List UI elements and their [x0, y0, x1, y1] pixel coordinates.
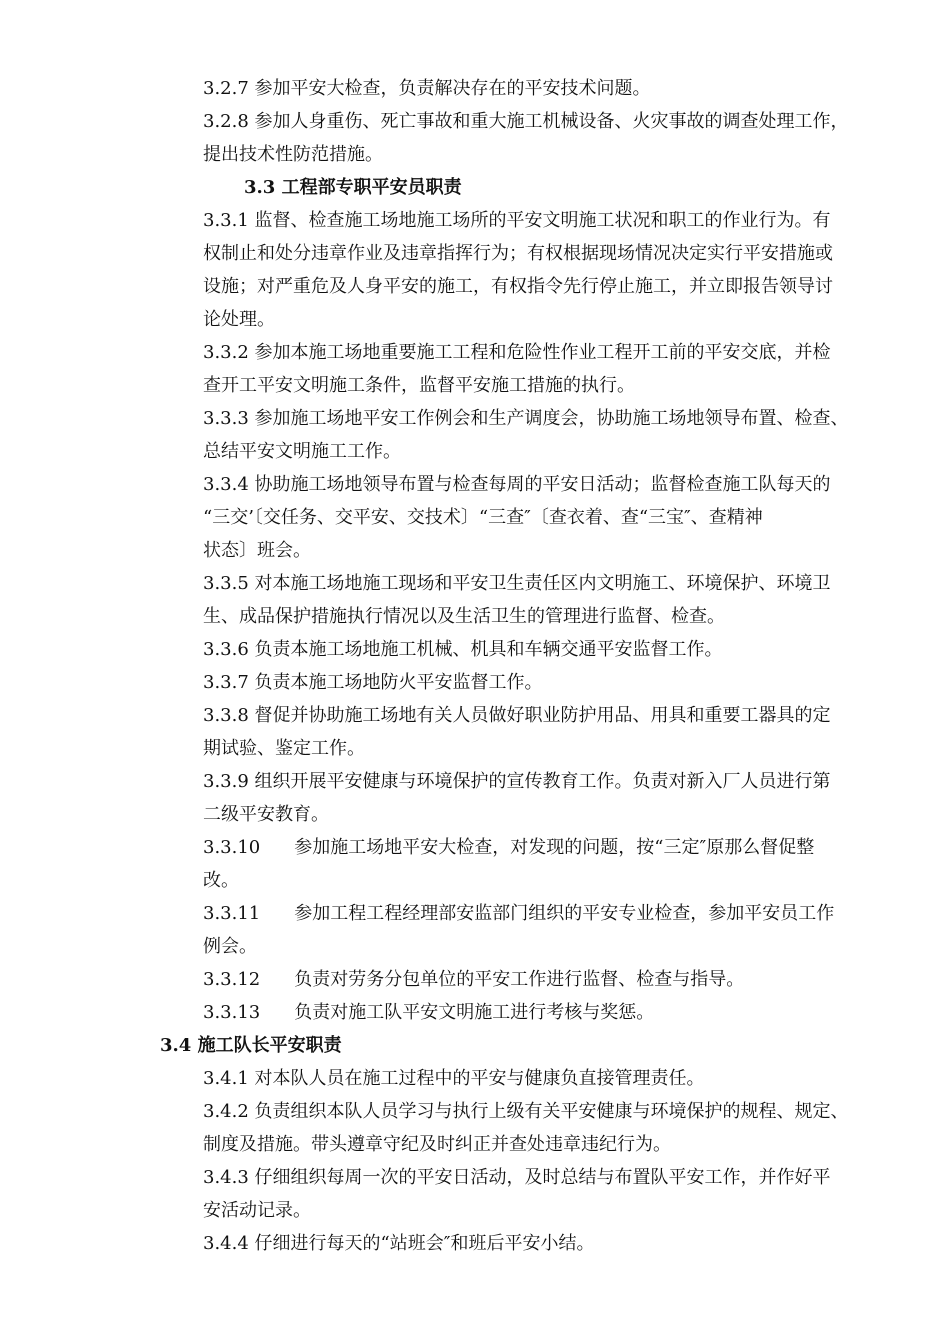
paragraph-3-4-1 — [203, 1062, 887, 1095]
paragraph-3-3-5 — [203, 567, 887, 633]
paragraph-3-3-12 — [203, 963, 887, 996]
text-line: 3.3.1 监督、检查施工场地施工场所的平安文明施工状况和职工的作业行为。有 — [203, 210, 831, 231]
paragraph-3-3-8 — [203, 699, 887, 765]
text-line: 3.4.4 仔细进行每天的“站班会″和班后平安小结。 — [203, 1233, 595, 1254]
clause-number: 3.3.11 — [203, 903, 261, 924]
paragraph-3-3-4 — [203, 468, 887, 567]
paragraph-3-3-10 — [203, 831, 887, 897]
text-line: 例会。 — [203, 936, 257, 957]
paragraph-3-2-7 — [203, 72, 887, 105]
clause-number: 3.3.10 — [203, 837, 261, 858]
paragraph-3-4-4 — [203, 1227, 887, 1260]
clause-text: 参加工程工程经理部安监部门组织的平安专业检查，参加平安员工作 — [294, 903, 835, 924]
text-line: 状态〕班会。 — [203, 540, 311, 561]
text-line: 权制止和处分违章作业及违章指挥行为；有权根据现场情况决定实行平安措施或 — [203, 243, 833, 264]
text-line: 提出技术性防范措施。 — [203, 144, 383, 165]
text-line: 3.3.9 组织开展平安健康与环境保护的宣传教育工作。负责对新入厂人员进行第 — [203, 771, 831, 792]
text-line: 3.3.6 负责本施工场地施工机械、机具和车辆交通平安监督工作。 — [203, 639, 723, 660]
text-line: 设施；对严重危及人身平安的施工，有权指令先行停止施工，并立即报告领导讨 — [203, 276, 833, 297]
paragraph-3-2-8 — [203, 105, 887, 171]
paragraph-3-3-9 — [203, 765, 887, 831]
text-line: 3.3.4 协助施工场地领导布置与检查每周的平安日活动；监督检查施工队每天的 — [203, 474, 831, 495]
text-line: 3.3.3 参加施工场地平安工作例会和生产调度会，协助施工场地领导布置、检查、 — [203, 408, 849, 429]
paragraph-3-3-7 — [203, 666, 887, 699]
text-line: 生、成品保护措施执行情况以及生活卫生的管理进行监督、检查。 — [203, 606, 725, 627]
text-line: 二级平安教育。 — [203, 804, 329, 825]
clause-number: 3.3.12 — [203, 969, 261, 990]
section-heading-3-3: 3.3 工程部专职平安员职责 — [244, 177, 462, 198]
text-line — [203, 996, 887, 1029]
text-line: 3.4.2 负责组织本队人员学习与执行上级有关平安健康与环境保护的规程、规定、 — [203, 1101, 849, 1122]
text-line: 3.3.7 负责本施工场地防火平安监督工作。 — [203, 672, 543, 693]
text-line: 3.3.8 督促并协助施工场地有关人员做好职业防护用品、用具和重要工器具的定 — [203, 705, 831, 726]
text-line: 3.2.7 参加平安大检查，负责解决存在的平安技术问题。 — [203, 78, 651, 99]
clause-text: 参加施工场地平安大检查，对发现的问题，按“三定″原那么督促整 — [294, 837, 815, 858]
section-heading-3-4: 3.4 施工队长平安职责 — [160, 1035, 342, 1056]
paragraph-3-3-1 — [203, 204, 887, 336]
text-line: 总结平安文明施工工作。 — [203, 441, 401, 462]
paragraph-3-3-13 — [203, 996, 887, 1029]
text-line: “三交’〔交任务、交平安、交技术〕“三查″〔查衣着、查“三宝″、查精神 — [203, 507, 763, 528]
paragraph-3-4-2 — [203, 1095, 887, 1161]
paragraph-3-3-3 — [203, 402, 887, 468]
text-line — [203, 963, 887, 996]
paragraph-3-3-11 — [203, 897, 887, 963]
paragraph-3-3-6 — [203, 633, 887, 666]
paragraph-3-4-3 — [203, 1161, 887, 1227]
text-line: 3.4.1 对本队人员在施工过程中的平安与健康负直接管理责任。 — [203, 1068, 705, 1089]
clause-number: 3.3.13 — [203, 1002, 261, 1023]
text-line: 查开工平安文明施工条件，监督平安施工措施的执行。 — [203, 375, 635, 396]
text-line: 3.3.5 对本施工场地施工现场和平安卫生责任区内文明施工、环境保护、环境卫 — [203, 573, 831, 594]
text-line: 制度及措施。带头遵章守纪及时纠正并查处违章违纪行为。 — [203, 1134, 671, 1155]
paragraph-3-3-2 — [203, 336, 887, 402]
text-line: 安活动记录。 — [203, 1200, 311, 1221]
text-line: 3.4.3 仔细组织每周一次的平安日活动，及时总结与布置队平安工作，并作好平 — [203, 1167, 831, 1188]
clause-text: 负责对施工队平安文明施工进行考核与奖惩。 — [294, 1002, 655, 1023]
text-line: 3.2.8 参加人身重伤、死亡事故和重大施工机械设备、火灾事故的调查处理工作， — [203, 111, 849, 132]
text-line: 论处理。 — [203, 309, 275, 330]
text-line: 3.3.2 参加本施工场地重要施工工程和危险性作业工程开工前的平安交底，并检 — [203, 342, 831, 363]
clause-text: 负责对劳务分包单位的平安工作进行监督、检查与指导。 — [294, 969, 745, 990]
text-line — [203, 897, 887, 930]
text-line — [203, 831, 887, 864]
text-line: 期试验、鉴定工作。 — [203, 738, 365, 759]
text-line: 改。 — [203, 870, 239, 891]
